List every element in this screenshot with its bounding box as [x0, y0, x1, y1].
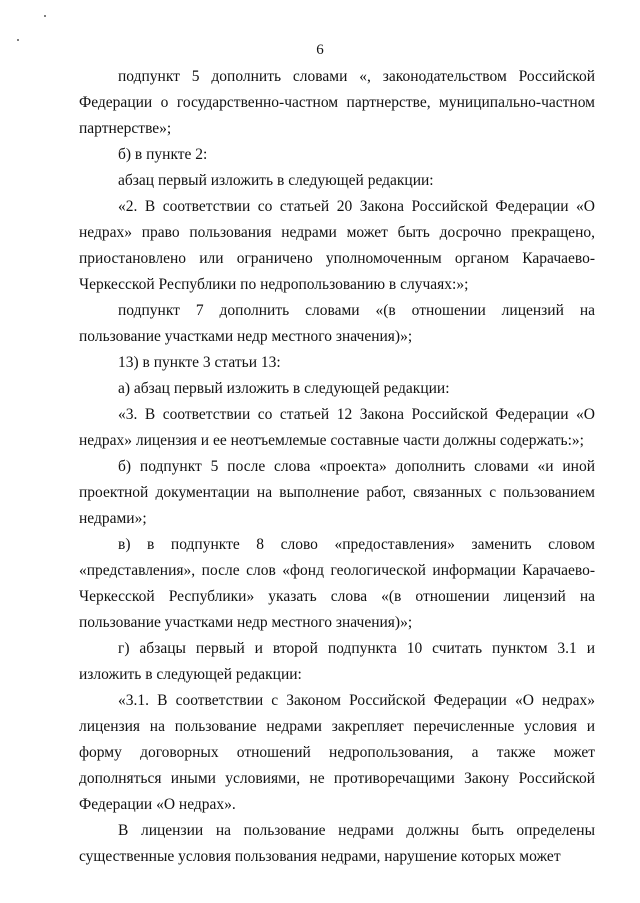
- document-body: [79, 64, 595, 870]
- paragraph: «3.1. В соответствии с Законом Российской Федерации «О недрах» лицензия на пользование недрами закрепляет перечисленные условия и форму договорных отношений недропользования, а также может дополняться иными условиями, не противоречащими Закону Российской Федерации «О недрах».: [79, 692, 595, 813]
- scan-speck: [44, 15, 46, 17]
- paragraph: г) абзацы первый и второй подпункта 10 считать пунктом 3.1 и изложить в следующей редакции:: [79, 640, 595, 683]
- paragraph: подпункт 5 дополнить словами «, законодательством Российской Федерации о государственно-частном партнерстве, муниципально-частном партнерстве»;: [79, 68, 595, 137]
- paragraph: б) в пункте 2:: [118, 146, 208, 163]
- paragraph: В лицензии на пользование недрами должны быть определены существенные условия пользования недрами, нарушение которых может: [79, 822, 595, 865]
- paragraph: «2. В соответствии со статьей 20 Закона Российской Федерации «О недрах» право пользования недрами может быть досрочно прекращено, приостановлено или ограничено уполномоченным органом Карачаево-Черкесской Республики по недропользованию в случаях:»;: [79, 198, 595, 293]
- paragraph: в) в подпункте 8 слово «предоставления» заменить словом «представления», после слов «фонд геологической информации Карачаево-Черкесской Республики» указать слова «(в отношении лицензий на пользование участками недр местного значения)»;: [79, 536, 595, 631]
- paragraph: подпункт 7 дополнить словами «(в отношении лицензий на пользование участками недр местного значения)»;: [79, 302, 595, 345]
- scan-speck: [17, 39, 19, 41]
- page-number: 6: [316, 42, 324, 58]
- paragraph: «3. В соответствии со статьей 12 Закона Российской Федерации «О недрах» лицензия и ее неотъемлемые составные части должны содержать:»;: [79, 406, 595, 449]
- paragraph: абзац первый изложить в следующей редакции:: [118, 172, 434, 189]
- paragraph: а) абзац первый изложить в следующей редакции:: [118, 380, 450, 397]
- paragraph: б) подпункт 5 после слова «проекта» дополнить словами «и иной проектной документации на выполнение работ, связанных с пользованием недрами»;: [79, 458, 595, 527]
- paragraph: 13) в пункте 3 статьи 13:: [118, 354, 281, 371]
